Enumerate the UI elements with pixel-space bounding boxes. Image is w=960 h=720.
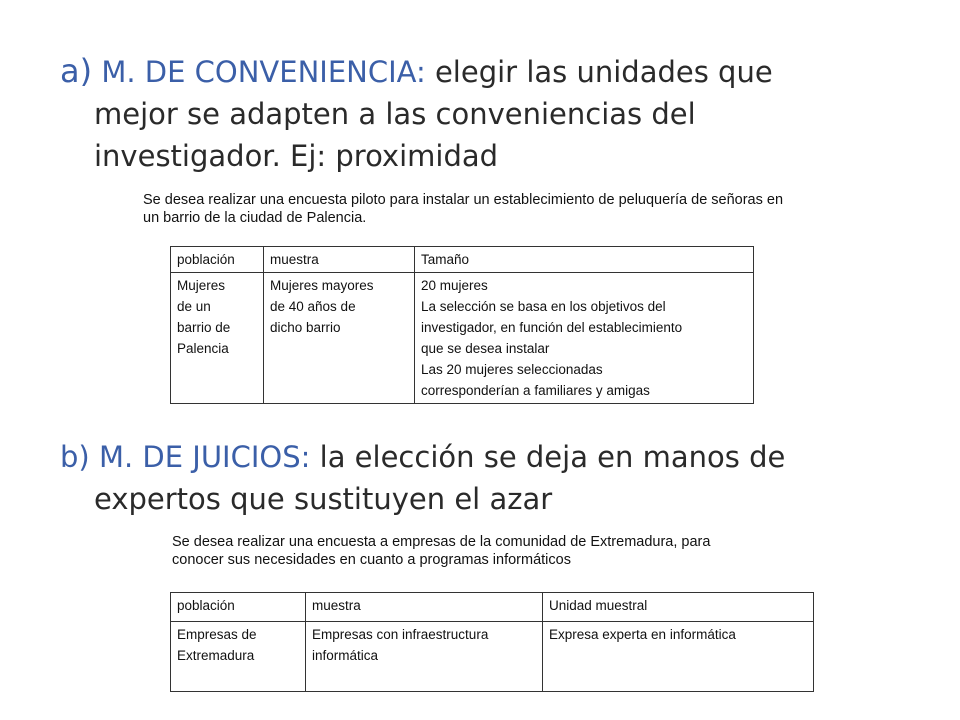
table-row (171, 273, 754, 404)
cell-tamano (415, 273, 754, 404)
cell-line: investigador, en función del establecimiento (421, 320, 683, 335)
table-header-row (171, 247, 754, 273)
section-b-letter: b) (60, 440, 90, 474)
cell-line: informática (312, 648, 379, 663)
section-b-method: M. DE JUICIOS: (98, 440, 311, 474)
section-a-letter: a) (60, 52, 93, 90)
cell-line: barrio de (177, 320, 231, 335)
cell-line: Extremadura (177, 648, 255, 663)
section-a-text-line2: mejor se adapten a las conveniencias del (94, 97, 696, 131)
cell-line: Expresa experta en informática (549, 627, 736, 642)
section-b-line1 (60, 436, 908, 478)
table-row (171, 622, 814, 692)
header-muestra: muestra (306, 593, 543, 622)
section-a-text-line3: investigador. Ej: proximidad (94, 139, 499, 173)
cell-line: de 40 años de (270, 299, 356, 314)
section-b-table (170, 592, 814, 692)
section-b-text-line2: expertos que sustituyen el azar (94, 482, 553, 516)
section-b-heading (60, 436, 908, 520)
cell-line: 20 mujeres (421, 278, 488, 293)
cell-line: La selección se basa en los objetivos del (421, 299, 666, 314)
cell-line: dicho barrio (270, 320, 341, 335)
cell-line: de un (177, 299, 211, 314)
section-a-example-line2: un barrio de la ciudad de Palencia. (143, 210, 367, 226)
section-a-method: M. DE CONVENIENCIA: (101, 55, 426, 89)
section-b-example-line2: conocer sus necesidades en cuanto a programas informáticos (172, 552, 571, 568)
table-header-row (171, 593, 814, 622)
header-poblacion: población (171, 247, 264, 273)
section-a-heading (60, 50, 908, 177)
header-unidad-muestral: Unidad muestral (543, 593, 814, 622)
section-a-text-line1: elegir las unidades que (434, 55, 773, 89)
cell-line: Mujeres (177, 278, 226, 293)
section-a-line1 (60, 50, 908, 93)
section-a-example-line1: Se desea realizar una encuesta piloto para instalar un establecimiento de peluquería de señoras en (143, 192, 784, 208)
section-b-text-line1: la elección se deja en manos de (319, 440, 786, 474)
cell-line: que se desea instalar (421, 341, 550, 356)
cell-line: Las 20 mujeres seleccionadas (421, 362, 603, 377)
cell-line: Empresas con infraestructura (312, 627, 489, 642)
cell-muestra (264, 273, 415, 404)
cell-poblacion (171, 273, 264, 404)
cell-unidad-muestral (543, 622, 814, 692)
section-b-example-line1: Se desea realizar una encuesta a empresas de la comunidad de Extremadura, para (172, 534, 711, 550)
header-tamano: Tamaño (415, 247, 754, 273)
header-poblacion: población (171, 593, 306, 622)
header-muestra: muestra (264, 247, 415, 273)
cell-line: Palencia (177, 341, 229, 356)
section-b-example (172, 533, 812, 569)
cell-line: corresponderían a familiares y amigas (421, 383, 650, 398)
cell-muestra (306, 622, 543, 692)
section-a-example (143, 191, 863, 227)
cell-line: Empresas de (177, 627, 257, 642)
cell-poblacion (171, 622, 306, 692)
section-a-table (170, 246, 754, 404)
cell-line: Mujeres mayores (270, 278, 374, 293)
